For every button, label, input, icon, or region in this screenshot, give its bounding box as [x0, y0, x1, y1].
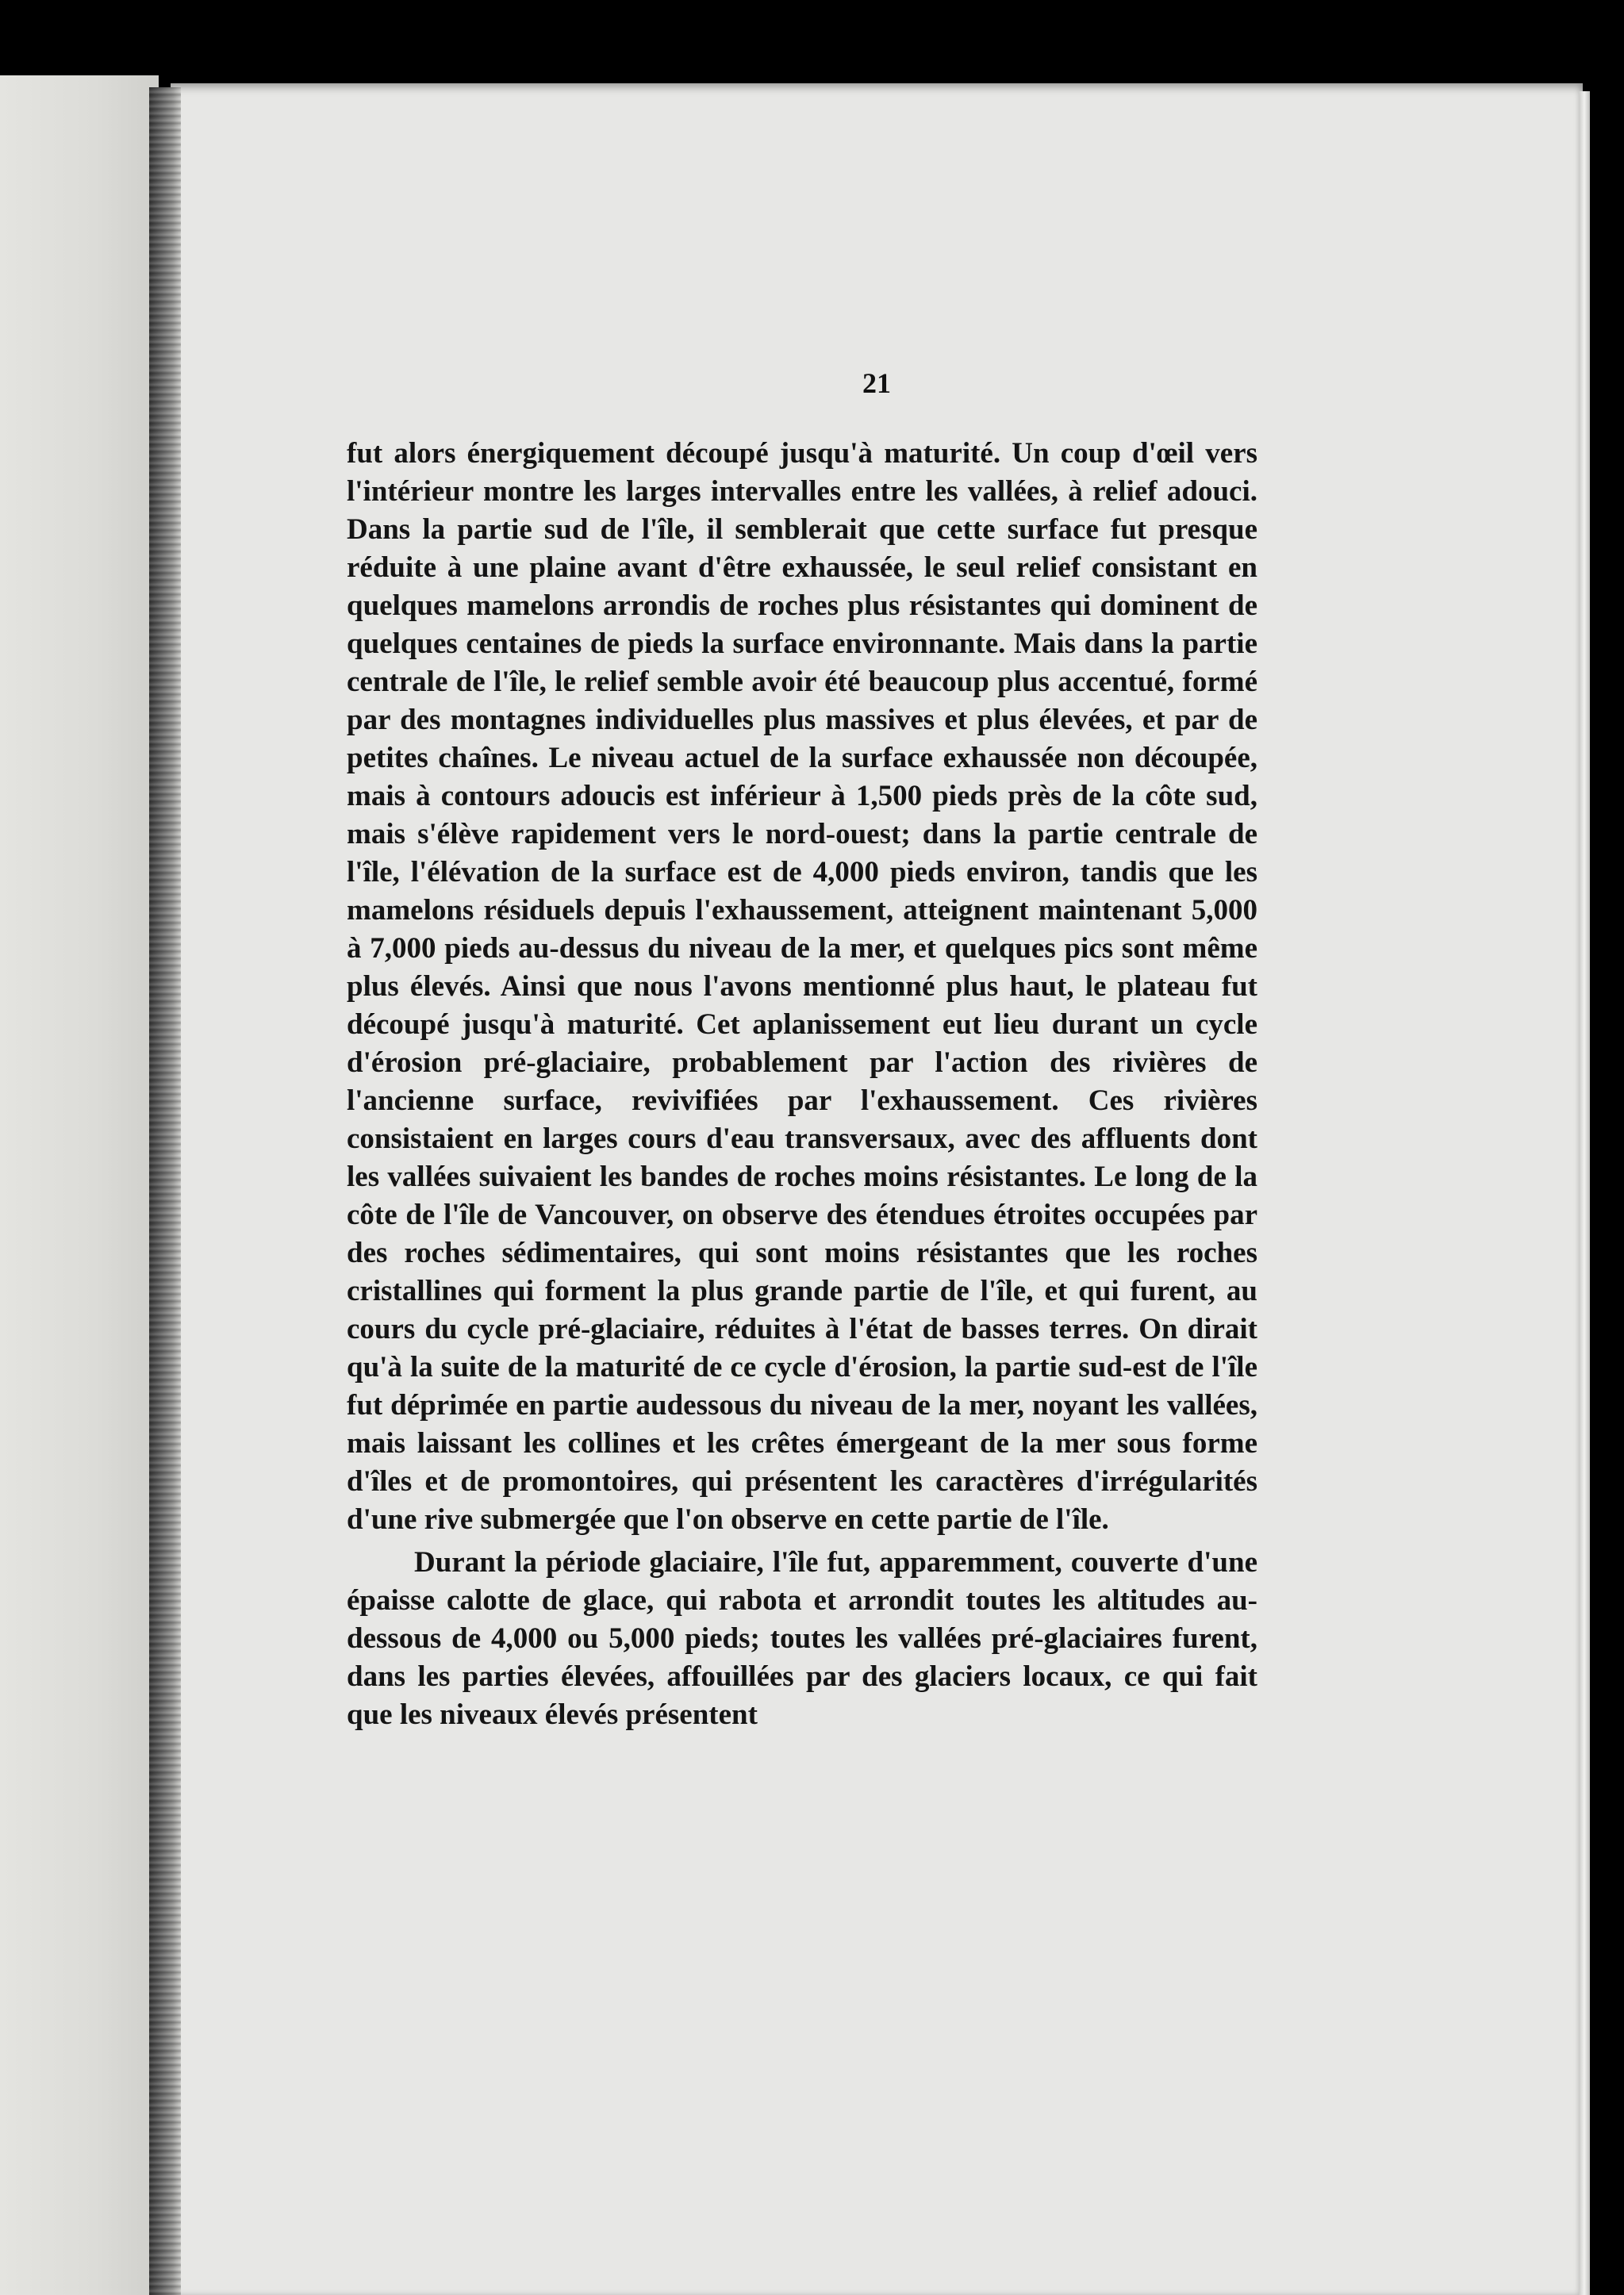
page-edge-right: [1579, 91, 1590, 2295]
paragraph-2: Durant la période glaciaire, l'île fut, apparemment, couverte d'une épaisse calotte de glace, qui rabota et arrondit toutes les altitudes au-dessous de 4,000 ou 5,000 pieds; toutes les vallées pré-glaciaires furent, dans les parties élevées, affouillées par des glaciers locaux, ce qui fait que les niveaux élevés présentent: [347, 1546, 1257, 1731]
page-number: 21: [862, 367, 891, 399]
book-spine: [149, 87, 181, 2295]
previous-page-edge: [0, 75, 159, 2295]
paragraph-1: fut alors énergiquement découpé jusqu'à maturité. Un coup d'œil vers l'intérieur montre les larges intervalles entre les vallées, à relief adouci. Dans la partie sud de l'île, il semblerait que cette surface fut presque réduite à une plaine avant d'être exhaussée, le seul relief consistant en quelques mamelons arrondis de roches plus résistantes qui dominent de quelques centaines de pieds la surface environnante. Mais dans la partie centrale de l'île, le relief semble avoir été beaucoup plus accentué, formé par des montagnes individuelles plus massives et plus élevées, et par de petites chaînes. Le niveau actuel de la surface exhaussée non découpée, mais à contours adoucis est inférieur à 1,500 pieds près de la côte sud, mais s'élève rapidement vers le nord-ouest; dans la partie centrale de l'île, l'élévation de la surface est de 4,000 pieds environ, tandis que les mamelons résiduels depuis l'exhaussement, atteignent maintenant 5,000 à 7,000 pieds au-dessus du niveau de la mer, et quelques pics sont même plus élevés. Ainsi que nous l'avons mentionné plus haut, le plateau fut découpé jusqu'à maturité. Cet aplanissement eut lieu durant un cycle d'érosion pré-glaciaire, probablement par l'action des rivières de l'ancienne surface, revivifiées par l'exhaussement. Ces rivières consistaient en larges cours d'eau transversaux, avec des affluents dont les vallées suivaient les bandes de roches moins résistantes. Le long de la côte de l'île de Vancouver, on observe des étendues étroites occupées par des roches sédimentaires, qui sont moins résistantes que les roches cristallines qui forment la plus grande partie de l'île, et qui furent, au cours du cycle pré-glaciaire, réduites à l'état de basses terres. On dirait qu'à la suite de la maturité de ce cycle d'érosion, la partie sud-est de l'île fut déprimée en partie audessous du niveau de la mer, noyant les vallées, mais laissant les collines et les crêtes émergeant de la mer sous forme d'îles et de promontoires, qui présentent les caractères d'irrégularités d'une rive submergée que l'on observe en cette partie de l'île.: [347, 437, 1257, 1536]
body-text: [347, 435, 1257, 1734]
